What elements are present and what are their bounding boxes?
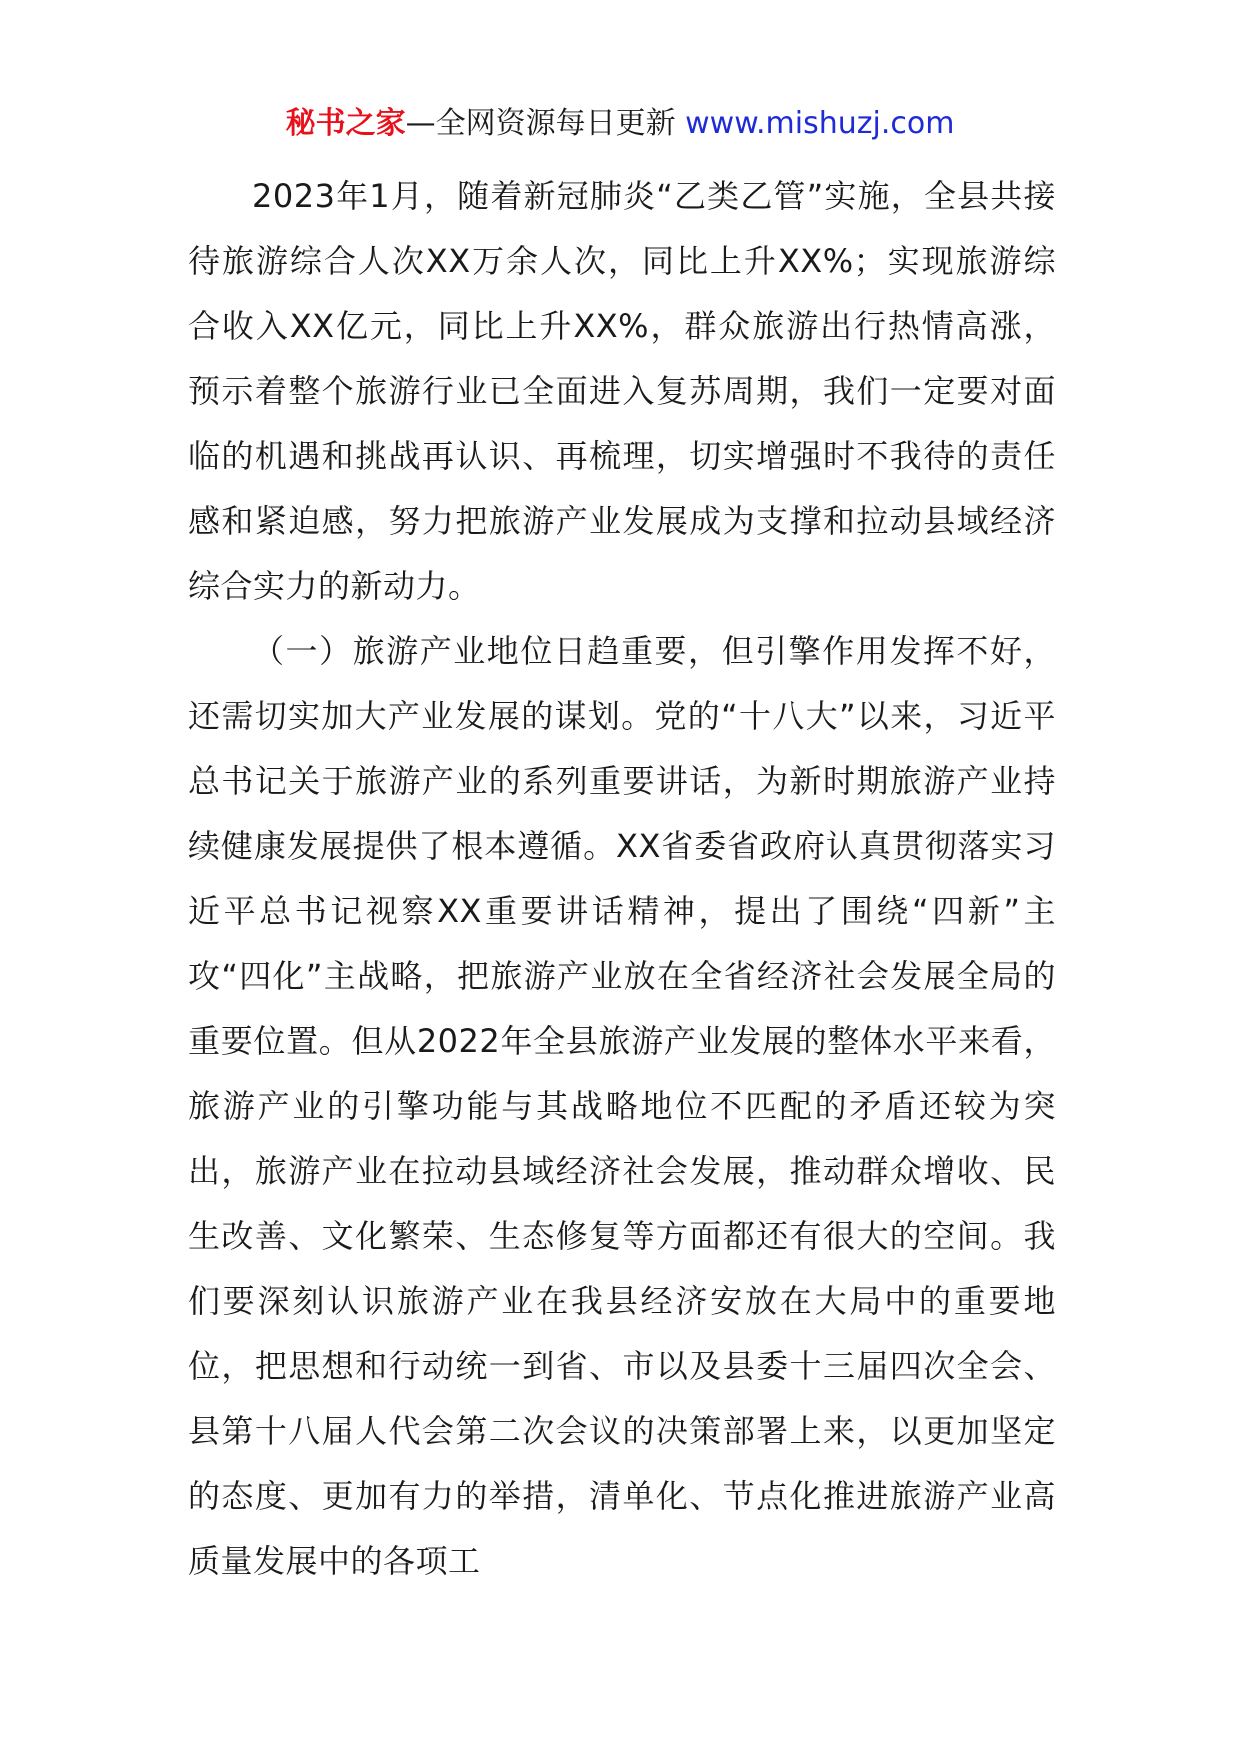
- website-url[interactable]: www.mishuzj.com: [685, 106, 955, 141]
- brand-name: 秘书之家: [285, 106, 406, 141]
- paragraph-intro: 2023年1月，随着新冠肺炎“乙类乙管”实施，全县共接待旅游综合人次XX万余人次，同比上升XX%；实现旅游综合收入XX亿元，同比上升XX%，群众旅游出行热情高涨，预示着整个旅游行业已全面进入复苏周期，我们一定要对面临的机遇和挑战再认识、再梳理，切实增强时不我待的责任感和紧迫感，努力把旅游产业发展成为支撑和拉动县域经济综合实力的新动力。: [188, 177, 1056, 605]
- document-body: [188, 164, 1056, 1594]
- paragraph-section-1: （一）旅游产业地位日趋重要，但引擎作用发挥不好，还需切实加大产业发展的谋划。党的“十八大”以来，习近平总书记关于旅游产业的系列重要讲话，为新时期旅游产业持续健康发展提供了根本遵循。XX省委省政府认真贯彻落实习近平总书记视察XX重要讲话精神，提出了围绕“四新”主攻“四化”主战略，把旅游产业放在全省经济社会发展全局的重要位置。但从2022年全县旅游产业发展的整体水平来看，旅游产业的引擎功能与其战略地位不匹配的矛盾还较为突出，旅游产业在拉动县域经济社会发展，推动群众增收、民生改善、文化繁荣、生态修复等方面都还有很大的空间。我们要深刻认识旅游产业在我县经济安放在大局中的重要地位，把思想和行动统一到省、市以及县委十三届四次全会、县第十八届人代会第二次会议的决策部署上来，以更加坚定的态度、更加有力的举措，清单化、节点化推进旅游产业高质量发展中的各项工: [188, 632, 1056, 1580]
- page-header: [0, 104, 1240, 144]
- header-slogan: —全网资源每日更新: [405, 106, 686, 141]
